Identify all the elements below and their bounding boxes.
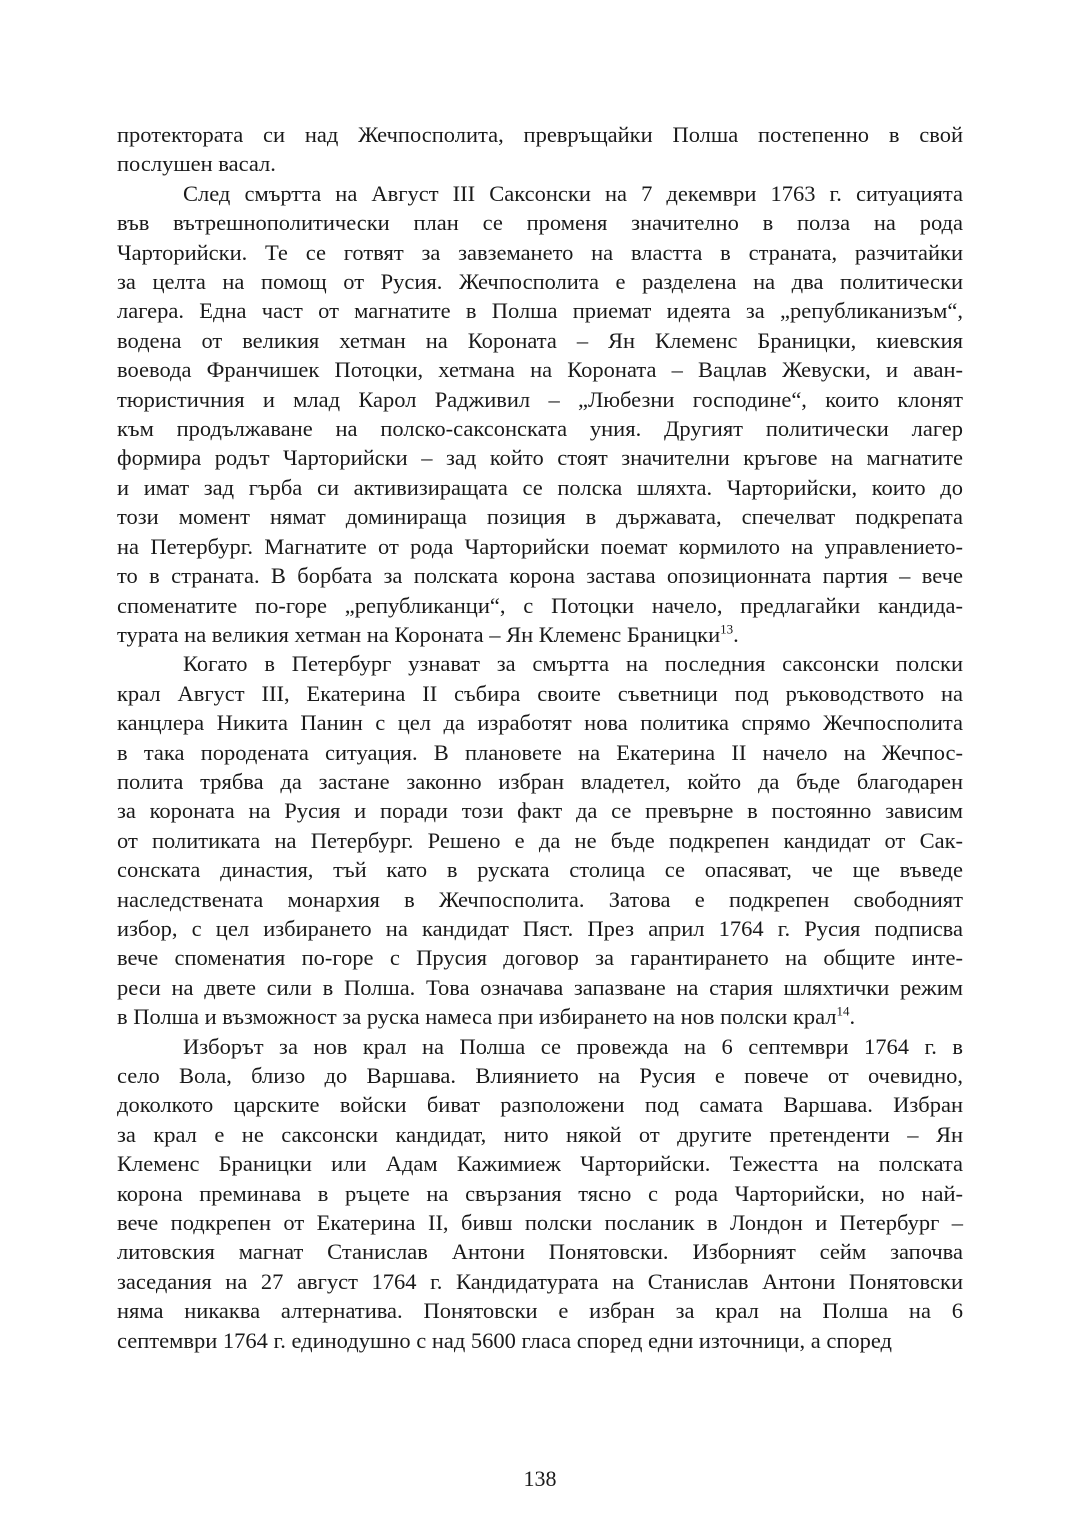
text-line: турата на великия хетман на Короната – Ян Клеменс Браницки$^{13}$. [117,621,739,647]
text-line: в Полша и възможност за руска намеса при избирането на нов полски крал$^{14}$. [117,1003,856,1030]
text-line: заседания на 27 август 1764 г. Кандидатурата на Станислав Антони Понятовски [117,1268,963,1294]
text-line: във вътрешнополитически план се променя значително в полза на рода [117,210,963,236]
text-line: споменатите по-горе „републиканци“, с Потоцки начело, предлагайки кандида- [117,592,963,618]
text-line: и имат зад гърба си активизиращата се полска шляхта. Чарторийски, които до [117,474,963,500]
text-line: няма никаква алтернатива. Понятовски е избран за крал на Полша на 6 [117,1298,963,1324]
text-line: сонската династия, тъй като в руската столица се опасяват, че ще въведе [117,857,963,883]
text-line: Изборът за нов крал на Полша се провежда на 6 септември 1764 г. в [183,1033,963,1059]
text-line: Чарторийски. Те се готвят за завземането на властта в страната, разчитайки [117,239,963,265]
text-line: в така породената ситуация. В плановете на Екатерина II начело на Жечпос- [117,739,963,765]
text-line: лагера. Една част от магнатите в Полша приемат идеята за „републиканизъм“, [117,298,963,324]
text-line: протектората си над Жечпосполита, превръщайки Полша постепенно в свой [117,122,963,147]
text-line: литовския магнат Станислав Антони Понятовски. Изборният сейм започва [117,1239,963,1265]
text-line: воевода Франчишек Потоцки, хетмана на Короната – Вацлав Жевуски, и аван- [117,357,963,383]
paragraph [117,649,963,1031]
text-line: септември 1764 г. единодушно с над 5600 гласа според едни източници, а според [117,1327,892,1353]
text-line: реси на двете сили в Полша. Това означава запазване на стария шляхтички режим [117,974,963,1000]
text-line: полита трябва да застане законно избран владетел, който да бъде благодарен [117,768,963,794]
punctuation: . [733,621,739,647]
text-line: на Петербург. Магнатите от рода Чарторийски поемат кормилото на управлението- [117,533,963,559]
page-number: 138 [523,1466,557,1491]
text-line: то в страната. В борбата за полската корона застава опозиционната партия – вече [117,563,963,589]
text-line: наследствената монархия в Жечпосполита. Затова е подкрепен свободният [117,886,963,912]
paragraph [117,120,963,179]
text-line: крал Август III, Екатерина II събира своите съветници под ръководството на [117,680,963,706]
text-line: Клеменс Браницки или Адам Кажимиеж Чарторийски. Тежестта на полската [117,1151,963,1177]
text-line: избор, с цел избирането на кандидат Пяст. През април 1764 г. Русия подписва [117,915,963,941]
text-line: от политиката на Петербург. Решено е да не бъде подкрепен кандидат от Сак- [117,827,963,853]
footnote-marker: 14 [836,1003,850,1019]
page-body [117,120,963,1355]
text-line: тюристичния и млад Карол Радживил – „Любезни господине“, които клонят [117,386,963,412]
text-line: доколкото царските войски биват разположени под самата Варшава. Избран [117,1092,963,1118]
paragraph [117,1032,963,1355]
text-line: вече споменатия по-горе с Прусия договор за гарантирането на общите инте- [117,945,963,971]
text-line: село Вола, близо до Варшава. Влиянието на Русия е повече от очевидно, [117,1063,963,1088]
text-line: вече подкрепен от Екатерина II, бивш полски посланик в Лондон и Петербург – [117,1210,963,1236]
text-line: този момент нямат доминираща позиция в държавата, спечелват подкрепата [117,504,963,530]
text-line: към продължаване на полско-саксонската уния. Другият политически лагер [117,416,963,442]
text-line: След смъртта на Август III Саксонски на 7 декември 1763 г. ситуацията [183,180,963,206]
text-line: за короната на Русия и поради този факт да се превърне в постоянно зависим [117,798,963,824]
footnote-marker: 13 [720,621,734,637]
text-line: за целта на помощ от Русия. Жечпосполита е разделена на два политически [117,269,963,295]
paragraph [117,179,963,650]
text-line: послушен васал. [117,151,276,177]
text-line: за крал е не саксонски кандидат, нито някой от другите претенденти – Ян [117,1121,963,1147]
text-line: формира родът Чарторийски – зад който стоят значителни кръгове на магнатите [117,445,963,471]
text-line: Когато в Петербург узнават за смъртта на последния саксонски полски [183,651,963,677]
text-line: водена от великия хетман на Короната – Ян Клеменс Браницки, киевския [117,327,963,353]
text-line: корона преминава в ръцете на свързания тясно с рода Чарторийски, но най- [117,1180,963,1206]
punctuation: . [849,1004,856,1030]
text-line: канцлера Никита Панин с цел да изработят нова политика спрямо Жечпосполита [117,710,963,736]
